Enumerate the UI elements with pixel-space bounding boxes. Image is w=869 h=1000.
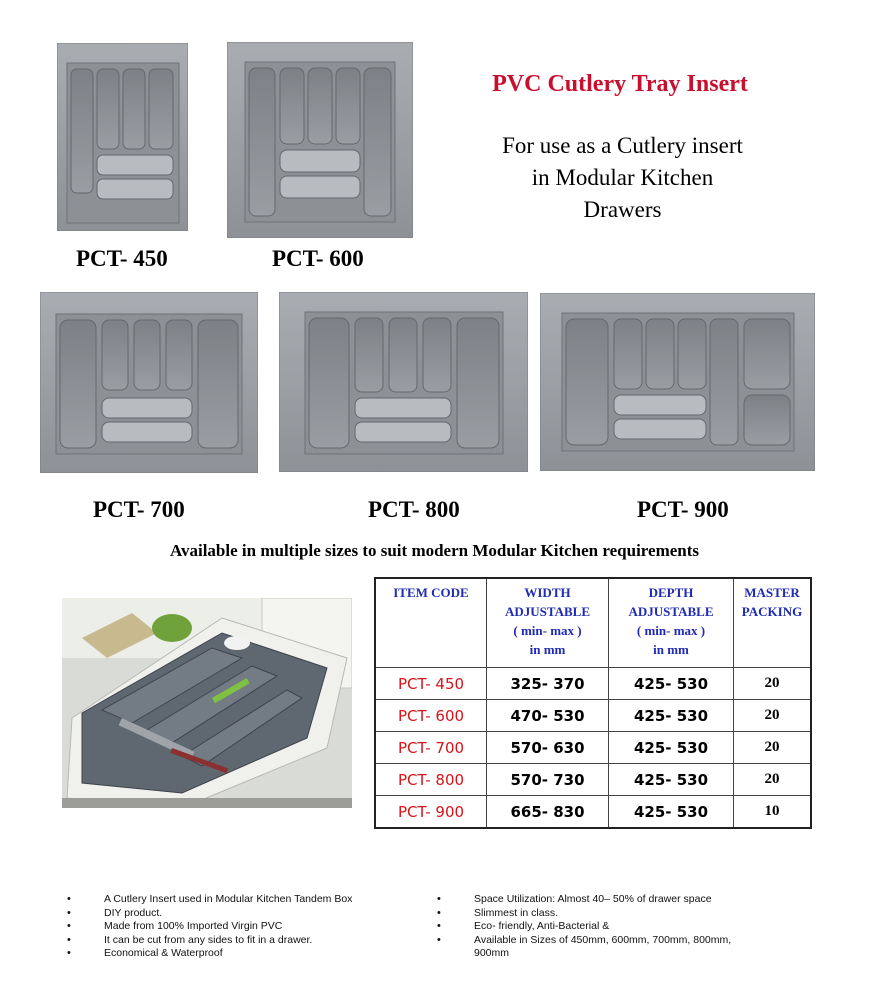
tray-photo-pct-700 bbox=[40, 292, 258, 473]
subtitle-line: Drawers bbox=[583, 197, 662, 222]
row-width: 470- 530 bbox=[487, 700, 609, 732]
list-item: • Available in Sizes of 450mm, 600mm, 700mm, 800mm, 900mm bbox=[434, 934, 794, 961]
product-subtitle bbox=[470, 130, 775, 226]
header-width-line: ADJUSTABLE bbox=[504, 604, 590, 619]
row-code: PCT- 900 bbox=[375, 796, 487, 829]
subtitle-line: in Modular Kitchen bbox=[531, 165, 714, 190]
list-item: • A Cutlery Insert used in Modular Kitchen Tandem Box bbox=[64, 893, 414, 907]
header-width-line: WIDTH bbox=[524, 585, 571, 600]
header-width-line: in mm bbox=[529, 642, 566, 657]
header-depth-line: ( min- max ) bbox=[636, 623, 706, 638]
tray-photo-pct-900 bbox=[540, 293, 815, 471]
row-depth: 425- 530 bbox=[609, 732, 734, 764]
row-width: 570- 730 bbox=[487, 764, 609, 796]
row-packing: 20 bbox=[734, 668, 812, 700]
product-title: PVC Cutlery Tray Insert bbox=[492, 71, 748, 97]
header-packing-line: MASTER bbox=[744, 585, 800, 600]
header-packing bbox=[734, 578, 812, 668]
row-width: 665- 830 bbox=[487, 796, 609, 829]
header-depth bbox=[609, 578, 734, 668]
label-pct-900: PCT- 900 bbox=[637, 497, 729, 522]
list-item: • Made from 100% Imported Virgin PVC bbox=[64, 920, 414, 934]
row-depth: 425- 530 bbox=[609, 668, 734, 700]
list-item: • Economical & Waterproof bbox=[64, 947, 414, 961]
row-width: 325- 370 bbox=[487, 668, 609, 700]
header-item-code bbox=[375, 578, 487, 668]
table-row bbox=[375, 732, 811, 764]
row-code: PCT- 700 bbox=[375, 732, 487, 764]
row-packing: 20 bbox=[734, 732, 812, 764]
row-code: PCT- 600 bbox=[375, 700, 487, 732]
list-item: • Space Utilization: Almost 40– 50% of drawer space bbox=[434, 893, 794, 907]
header-depth-line: ADJUSTABLE bbox=[628, 604, 714, 619]
header-item-code-text: ITEM CODE bbox=[393, 585, 469, 600]
header-depth-line: in mm bbox=[653, 642, 689, 657]
row-width: 570- 630 bbox=[487, 732, 609, 764]
label-pct-700: PCT- 700 bbox=[93, 497, 185, 522]
tray-photo-pct-450 bbox=[57, 43, 188, 231]
tray-photo-pct-800 bbox=[279, 292, 528, 472]
table-row bbox=[375, 796, 811, 829]
header-width-line: ( min- max ) bbox=[513, 623, 582, 638]
subtitle-line: For use as a Cutlery insert bbox=[502, 133, 743, 158]
table-row bbox=[375, 668, 811, 700]
sizes-tagline: Available in multiple sizes to suit modern Modular Kitchen requirements bbox=[169, 541, 700, 560]
row-packing: 20 bbox=[734, 700, 812, 732]
row-packing: 10 bbox=[734, 796, 812, 829]
features-right-list bbox=[434, 893, 794, 961]
label-pct-800: PCT- 800 bbox=[368, 497, 460, 522]
drawer-photo bbox=[62, 598, 352, 808]
table-row bbox=[375, 764, 811, 796]
row-depth: 425- 530 bbox=[609, 796, 734, 829]
label-pct-450: PCT- 450 bbox=[76, 246, 168, 271]
row-depth: 425- 530 bbox=[609, 700, 734, 732]
list-item: • DIY product. bbox=[64, 907, 414, 921]
row-code: PCT- 450 bbox=[375, 668, 487, 700]
tray-photo-pct-600 bbox=[227, 42, 413, 238]
list-item: • Slimmest in class. bbox=[434, 907, 794, 921]
header-packing-line: PACKING bbox=[741, 604, 803, 619]
label-pct-600: PCT- 600 bbox=[272, 246, 364, 271]
spec-table bbox=[374, 577, 812, 829]
row-depth: 425- 530 bbox=[609, 764, 734, 796]
header-width bbox=[487, 578, 609, 668]
list-item: • Eco- friendly, Anti-Bacterial & bbox=[434, 920, 794, 934]
header-depth-line: DEPTH bbox=[648, 585, 694, 600]
list-item: • It can be cut from any sides to fit in a drawer. bbox=[64, 934, 414, 948]
row-code: PCT- 800 bbox=[375, 764, 487, 796]
features-left-list bbox=[64, 893, 414, 961]
table-row bbox=[375, 700, 811, 732]
table-header-row bbox=[375, 578, 811, 668]
row-packing: 20 bbox=[734, 764, 812, 796]
